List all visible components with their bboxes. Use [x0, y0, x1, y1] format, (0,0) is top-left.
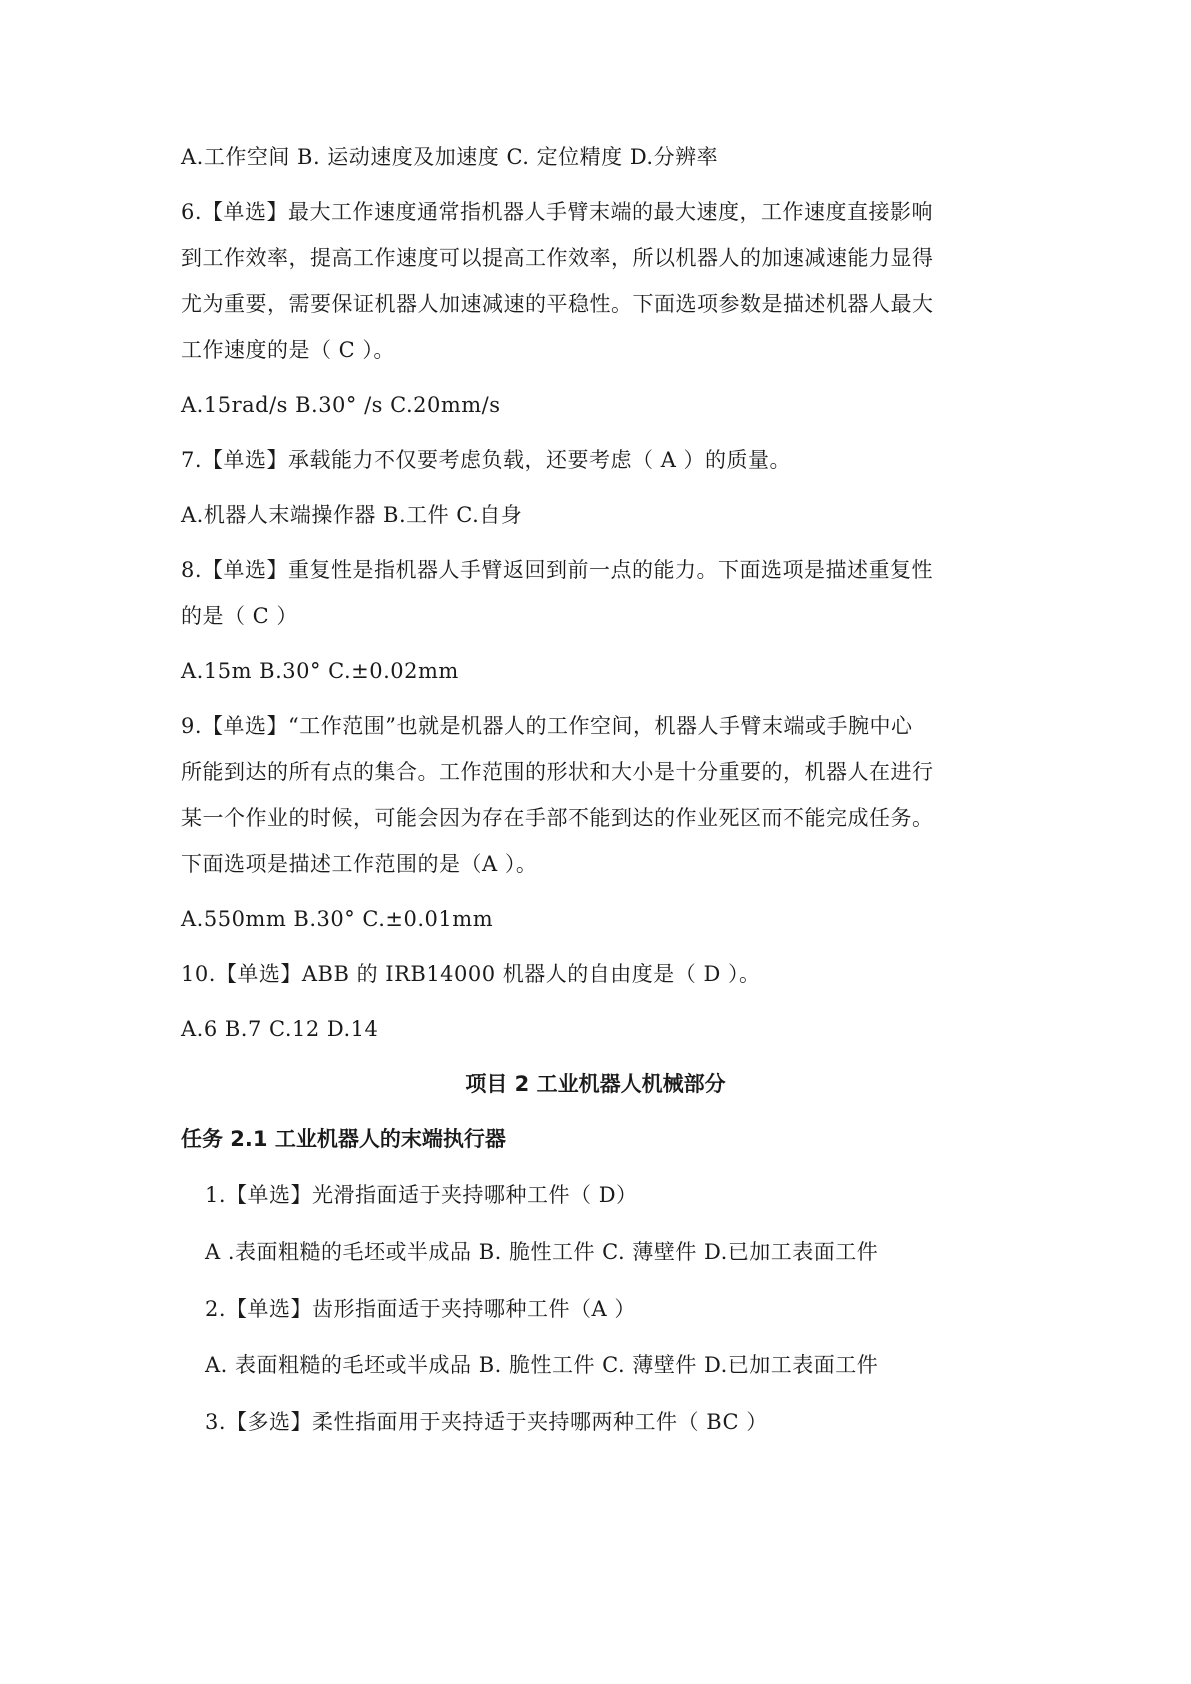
t1-q1-options: A .表面粗糙的毛坯或半成品 B. 脆性工件 C. 薄壁件 D.已加工表面工件 — [205, 1240, 879, 1264]
q9-text-line-1: 9.【单选】“工作范围”也就是机器人的工作空间，机器人手臂末端或手腕中心 — [181, 714, 913, 738]
q9-options: A.550mm B.30° C.±0.01mm — [181, 907, 494, 931]
q9-text-line-3: 某一个作业的时候，可能会因为存在手部不能到达的作业死区而不能完成任务。 — [181, 806, 934, 830]
q6-text-line-2: 到工作效率，提高工作速度可以提高工作效率，所以机器人的加速减速能力显得 — [181, 246, 934, 270]
q5-options: A.工作空间 B. 运动速度及加速度 C. 定位精度 D.分辨率 — [181, 145, 719, 169]
project-heading: 项目 2 工业机器人机械部分 — [465, 1072, 726, 1096]
task-heading: 任务 2.1 工业机器人的末端执行器 — [181, 1127, 506, 1151]
q9-text-line-4: 下面选项是描述工作范围的是（A ）。 — [181, 852, 538, 876]
q6-text-line-3: 尤为重要，需要保证机器人加速减速的平稳性。下面选项参数是描述机器人最大 — [181, 292, 934, 316]
t1-q3-text: 3.【多选】柔性指面用于夹持适于夹持哪两种工件（ BC ） — [205, 1410, 768, 1434]
t1-q2-options: A. 表面粗糙的毛坯或半成品 B. 脆性工件 C. 薄壁件 D.已加工表面工件 — [205, 1353, 879, 1377]
q6-text-line-1: 6.【单选】最大工作速度通常指机器人手臂末端的最大速度，工作速度直接影响 — [181, 200, 934, 224]
t1-q2-text: 2.【单选】齿形指面适于夹持哪种工件（A ） — [205, 1297, 636, 1321]
q10-text: 10.【单选】ABB 的 IRB14000 机器人的自由度是（ D ）。 — [181, 962, 761, 986]
q7-options: A.机器人末端操作器 B.工件 C.自身 — [181, 503, 523, 527]
q6-options: A.15rad/s B.30° /s C.20mm/s — [181, 393, 501, 417]
q6-text-line-4: 工作速度的是（ C ）。 — [181, 338, 395, 362]
q10-options: A.6 B.7 C.12 D.14 — [181, 1017, 379, 1041]
q8-text-line-2: 的是（ C ） — [181, 604, 298, 628]
q8-text-line-1: 8.【单选】重复性是指机器人手臂返回到前一点的能力。下面选项是描述重复性 — [181, 558, 934, 582]
q7-text: 7.【单选】承载能力不仅要考虑负载，还要考虑（ A ）的质量。 — [181, 448, 792, 472]
t1-q1-text: 1.【单选】光滑指面适于夹持哪种工件（ D） — [205, 1183, 638, 1207]
q8-options: A.15m B.30° C.±0.02mm — [181, 659, 459, 683]
q9-text-line-2: 所能到达的所有点的集合。工作范围的形状和大小是十分重要的，机器人在进行 — [181, 760, 934, 784]
